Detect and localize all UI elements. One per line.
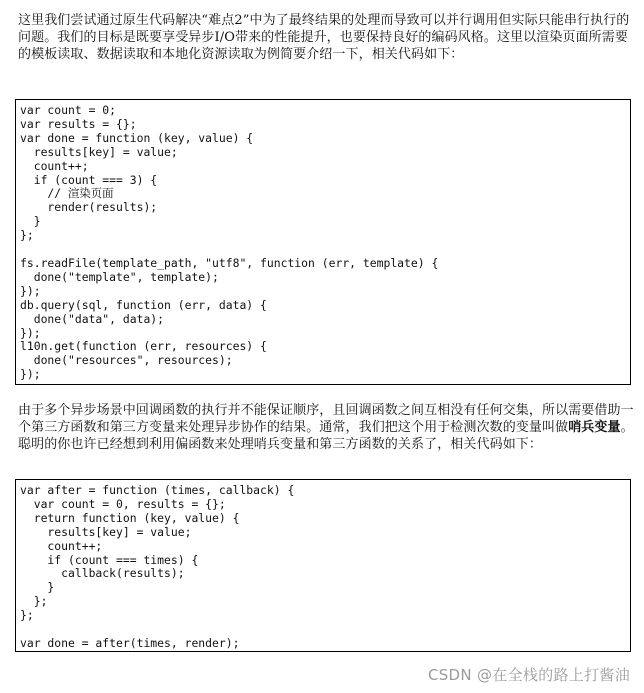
intro-text: 这里我们尝试通过原生代码解决“难点2”中为了最终结果的处理而导致可以并行调用但实际只能串行执行的问题。我们的目标是既要享受异步I/O带来的性能提升，也要保持良好的编码风格。这里以渲染页面所需要的模板读取、数据读取和本地化资源读取为例简要介绍一下，相关代码如下： <box>18 13 630 62</box>
sentinel-paragraph <box>18 402 636 453</box>
csdn-watermark: CSDN @在全栈的路上打酱油 <box>427 666 630 684</box>
sentinel-emphasis: 哨兵变量 <box>568 420 621 435</box>
code-block-render <box>15 99 631 385</box>
intro-paragraph <box>18 12 636 63</box>
sentinel-text-after: 。聪明的你也许已经想到利用偏函数来处理哨兵变量和第三方函数的关系了，相关代码如下： <box>18 420 634 452</box>
code-block-after <box>15 479 631 652</box>
sentinel-text-before: 由于多个异步场景中回调函数的执行并不能保证顺序，且回调函数之间互相没有任何交集，所以需要借助一个第三方函数和第三方变量来处理异步协作的结果。通常，我们把这个用于检测次数的变量叫做 <box>18 403 634 435</box>
code-render-example: var count = 0; var results = {}; var done = function (key, value) { results[key] = value; count++; if (count === 3) { // 渲染页面 render(results); } }; fs.readFile(template_path, "utf8", function (err, template) { done("template", template); }); db.query(sql, function (err, data) { done("data", data); }); l10n.get(function (err, resources) { done("resources", resources); }); <box>20 103 439 382</box>
code-after-example: var after = function (times, callback) { var count = 0, results = {}; return function (key, value) { results[key] = value; count++; if (count === times) { callback(results); } }; }; var done = after(times, render); <box>20 483 295 650</box>
